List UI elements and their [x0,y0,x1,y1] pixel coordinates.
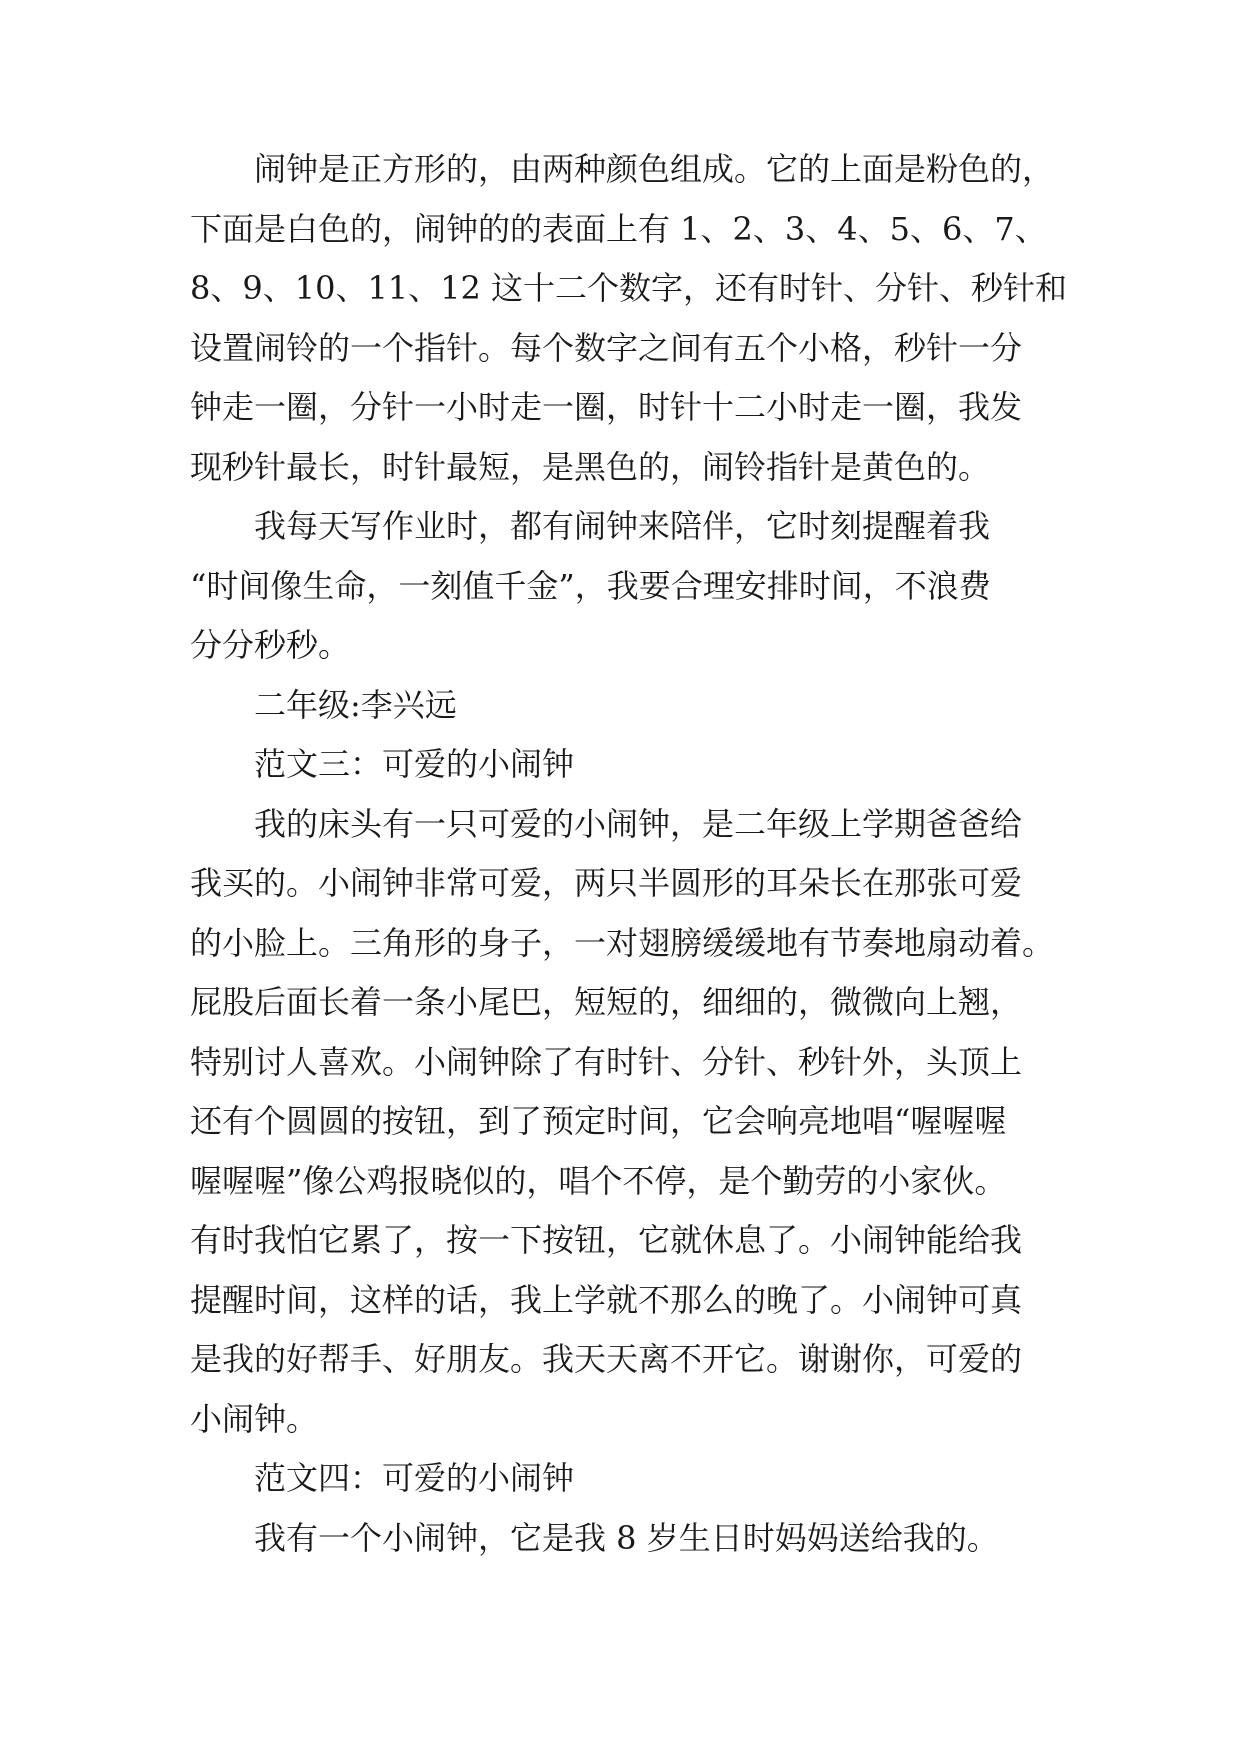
text-line: 分分秒秒。 [190,626,351,664]
text-line: 屁股后面长着一条小尾巴，短短的，细细的，微微向上翘， [190,983,1023,1021]
text-line: 下面是白色的，闹钟的的表面上有 1、2、3、4、5、6、7、 [190,209,1047,248]
text-line: 我有一个小闹钟，它是我 8 岁生日时妈妈送给我的。 [254,1518,999,1557]
text-line: 提醒时间，这样的话，我上学就不那么的晚了。小闹钟可真 [190,1280,1023,1319]
text-line: 小闹钟。 [190,1399,319,1438]
text-line: 喔喔喔”像公鸡报晓似的，唱个不停，是个勤劳的小家伙。 [190,1161,1007,1200]
author-line: 二年级:李兴远 [254,685,457,724]
text-line: 钟走一圈，分针一小时走一圈，时针十二小时走一圈，我发 [190,388,1023,426]
text-line: 的小脸上。三角形的身子，一对翅膀缓缓地有节奏地扇动着。 [190,923,1055,962]
section-heading: 范文三：可爱的小闹钟 [254,745,575,783]
text-line: 是我的好帮手、好朋友。我天天离不开它。谢谢你，可爱的 [190,1340,1023,1378]
text-line: 8、9、10、11、12 这十二个数字，还有时针、分针、秒针和 [190,269,1068,307]
text-line: 现秒针最长，时针最短，是黑色的，闹铃指针是黄色的。 [190,447,991,486]
text-line: 有时我怕它累了，按一下按钮，它就休息了。小闹钟能给我 [190,1221,1023,1259]
text-line: 我每天写作业时，都有闹钟来陪伴，它时刻提醒着我 [254,507,991,545]
text-line: 我买的。小闹钟非常可爱，两只半圆形的耳朵长在那张可爱 [190,864,1023,902]
text-line: 我的床头有一只可爱的小闹钟，是二年级上学期爸爸给 [254,804,1023,843]
text-line: 闹钟是正方形的，由两种颜色组成。它的上面是粉色的， [254,150,1055,188]
text-line: 设置闹铃的一个指针。每个数字之间有五个小格，秒针一分 [190,328,1023,367]
text-line: “时间像生命，一刻值千金”，我要合理安排时间，不浪费 [190,566,991,605]
body-text [190,140,1070,1568]
text-line: 特别讨人喜欢。小闹钟除了有时针、分针、秒针外，头顶上 [190,1042,1023,1081]
text-line: 还有个圆圆的按钮，到了预定时间，它会响亮地唱“喔喔喔 [190,1102,1007,1140]
section-heading: 范文四：可爱的小闹钟 [254,1459,575,1497]
